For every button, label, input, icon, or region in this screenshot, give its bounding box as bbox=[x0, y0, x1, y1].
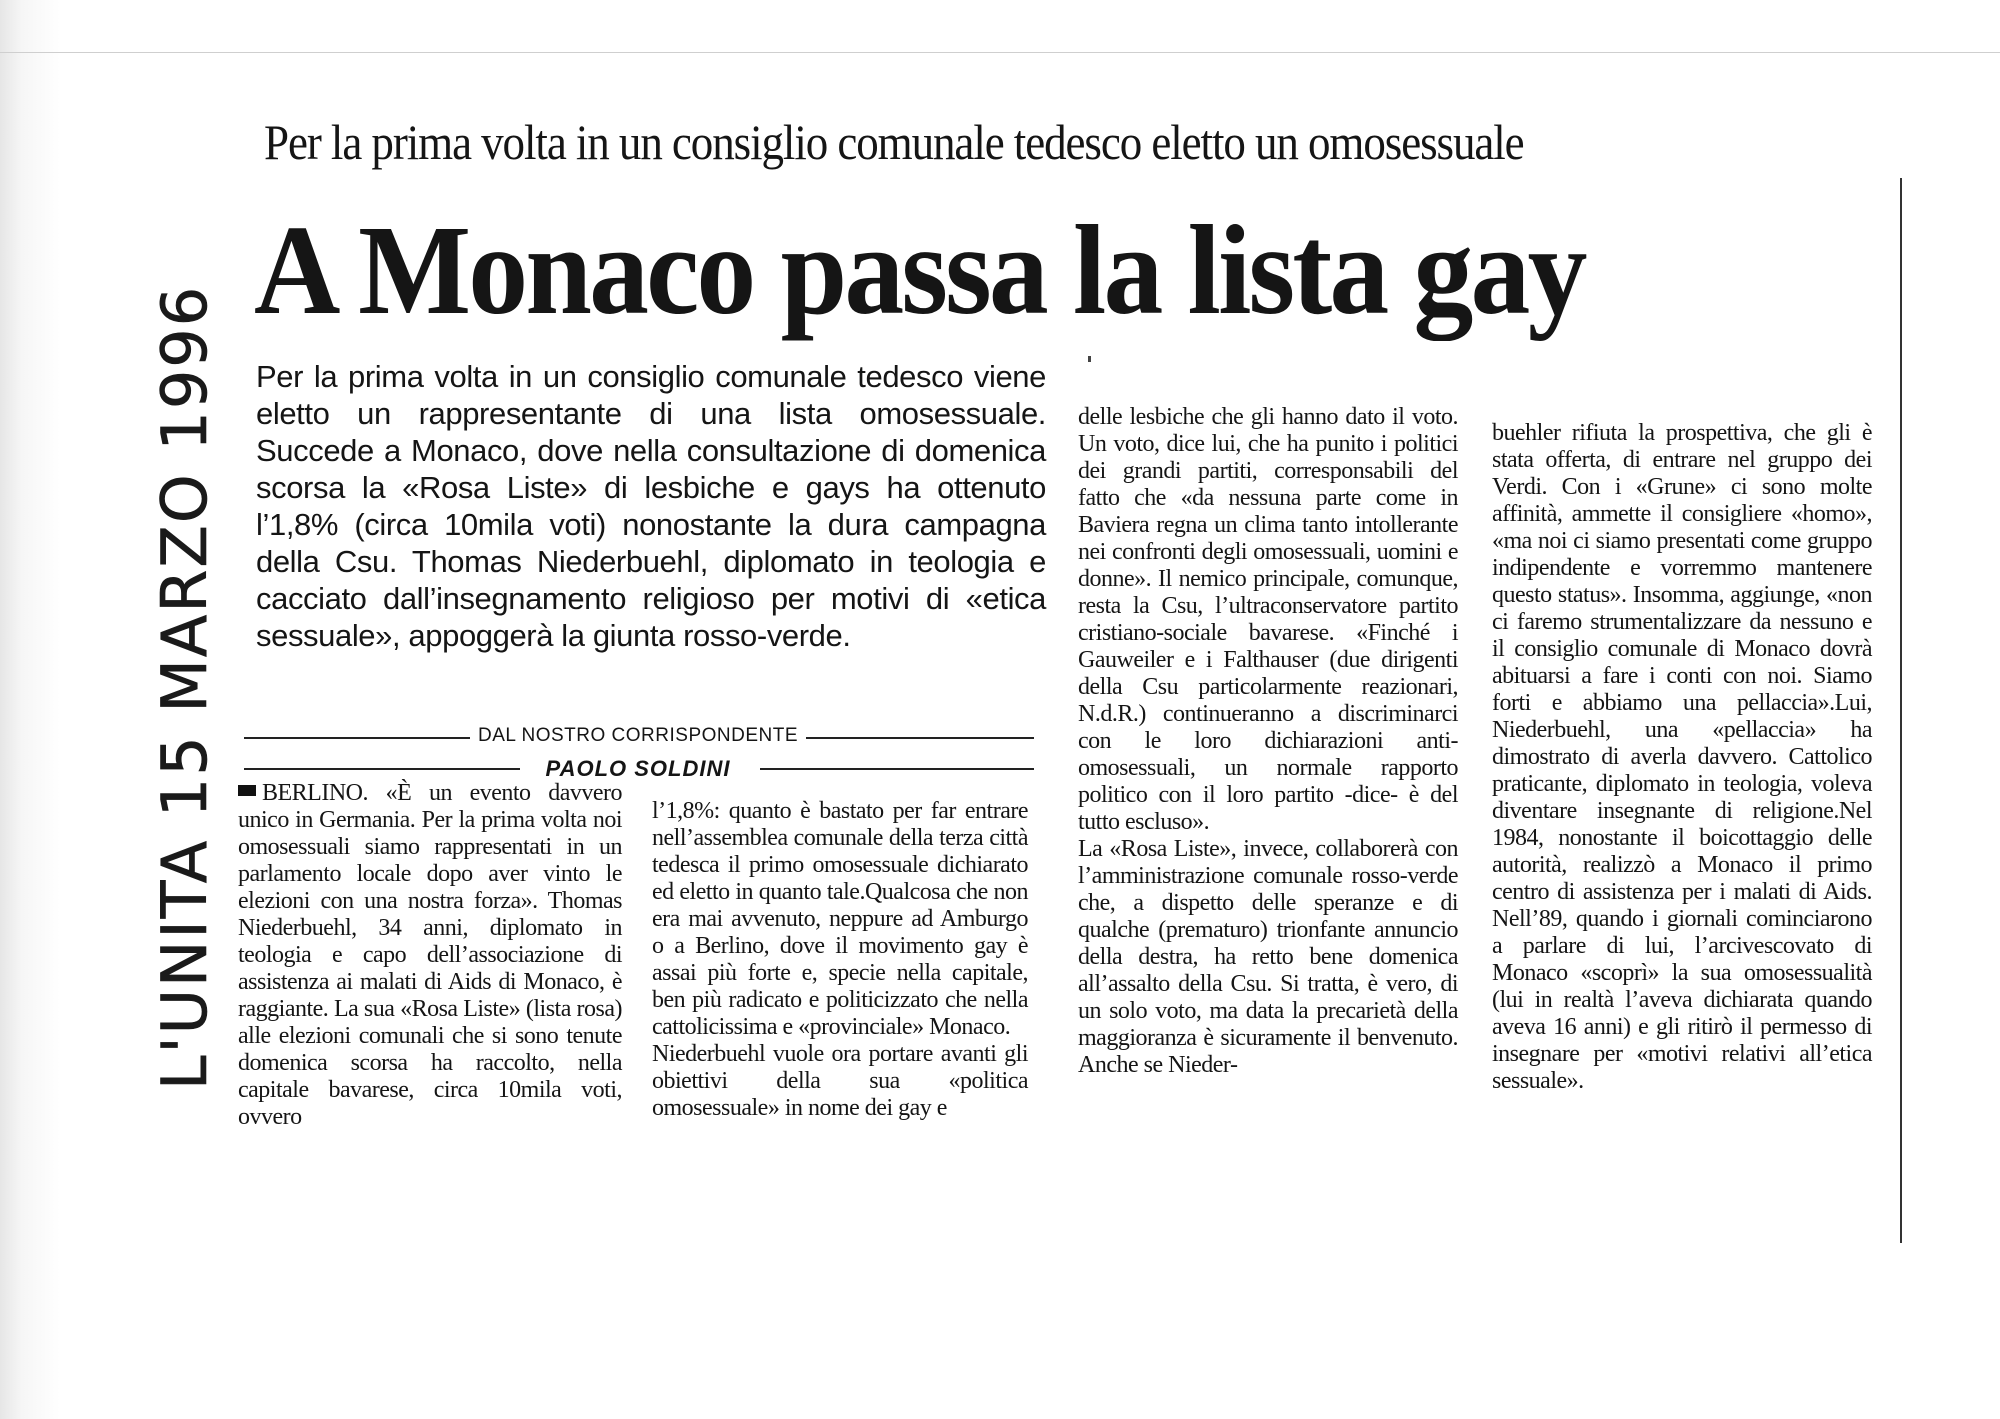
byline-label bbox=[240, 725, 1036, 747]
byline-label-text: DAL NOSTRO CORRISPONDENTE bbox=[470, 725, 806, 746]
article-headline: A Monaco passa la lista gay bbox=[254, 199, 1585, 341]
byline-author: PAOLO SOLDINI bbox=[545, 756, 731, 781]
article-column-1 bbox=[238, 780, 622, 1131]
print-speck bbox=[1088, 356, 1091, 362]
article-column-4: buehler rifiuta la prospettiva, che gli è stata offerta, di entrare nel gruppo dei Verdi. Con i «Grune» ci sono molte affinità, ammette il consigliere «homo», «ma noi ci siamo presentati come gruppo indipendente e vorremmo mantenere questo status». Insomma, aggiunge, «non ci faremo strumentalizzare da nessuno e il consiglio comunale di Monaco dovrà abituarsi a fare i conti con noi. Siamo forti e abbiamo una pellaccia».Lui, Niederbuehl, una «pellaccia» ha dimostrato di averla davvero. Cattolico praticante, diplomato in teologia, voleva diventare insegnante di religione.Nel 1984, nonostante il boicottaggio delle autorità, realizzò a Monaco il primo centro di assistenza per i malati di Aids. Nell’89, quando i giornali cominciarono a parlare di lui, l’arcivescovato di Monaco «scoprì» la sua omosessualità (lui in realtà l’aveva dichiarata quando aveva 16 anni) e gli ritirò il permesso di insegnare per «motivi relativi all’etica sessuale». bbox=[1492, 420, 1872, 1094]
article-column-3: delle lesbiche che gli hanno dato il voto. Un voto, dice lui, che ha punito i politici dei grandi partiti, corresponsabili del fatto che «da nessuna parte come in Baviera regna un clima tanto intollerante nei confronti degli omosessuali, uomini e donne». Il nemico principale, comunque, resta la Csu, l’ultraconservatore partito cristiano-sociale bavarese. «Finché i Gauweiler e i Falthauser (due dirigenti della Csu particolarmente reazionari, N.d.R.) continueranno a discriminarci con le loro dichiarazioni anti-omosessuali, un normale rapporto politico con il loro partito -dice- è del tutto escluso». La «Rosa Liste», invece, collaborerà con l’amministrazione comunale rosso-verde che, a dispetto delle speranze e di qualche (prematuro) trionfante annuncio della destra, ha retto bene domenica all’assalto della Csu. Si tratta, è vero, di un solo voto, ma data la precarietà della maggioranza è sicuramente il benvenuto. Anche se Nieder- bbox=[1078, 404, 1458, 1078]
article-kicker: Per la prima volta in un consiglio comunale tedesco eletto un omosessuale bbox=[264, 114, 1524, 170]
handwritten-source-note: L'UNITA 15 MARZO 1996 bbox=[148, 284, 221, 1090]
column-vertical-rule bbox=[1900, 178, 1902, 1243]
article-lead: Per la prima volta in un consiglio comunale tedesco viene eletto un rappresentante di una lista omosessuale. Succede a Monaco, dove nella consultazione di domenica scorsa la «Rosa Liste» di lesbiche e gays ha ottenuto l’1,8% (circa 10mila voti) nonostante la dura campagna della Csu. Thomas Niederbuehl, diplomato in teologia e cacciato dall’insegnamento religioso per motivi di «etica sessuale», appoggerà la giunta rosso-verde. bbox=[256, 359, 1046, 653]
dateline-square-icon bbox=[238, 785, 256, 796]
article-column-1-text: BERLINO. «È un evento davvero unico in Germania. Per la prima volta noi omosessuali siamo rappresentati in un parlamento locale dopo aver vinto le elezioni con una nostra forza». Thomas Niederbuehl, 34 anni, diplomato in teologia e capo dell’associazione di assistenza ai malati di Aids di Monaco, è raggiante. La sua «Rosa Liste» (lista rosa) alle elezioni comunali che si sono tenute domenica scorsa ha raccolto, nella capitale bavarese, circa 10mila voti, ovvero bbox=[238, 780, 622, 1130]
article-column-2: l’1,8%: quanto è bastato per far entrare nell’assemblea comunale della terza città tedesca il primo omosessuale dichiarato ed eletto in quanto tale.Qualcosa che non era mai avvenuto, neppure ad Amburgo o a Berlino, dove il movimento gay è assai più forte e, specie nella capitale, ben più radicato e politicizzato che nella cattolicissima e «provinciale» Monaco. Niederbuehl vuole ora portare avanti gli obiettivi della sua «politica omosessuale» in nome dei gay e bbox=[652, 798, 1028, 1121]
scan-top-line bbox=[0, 52, 2000, 53]
